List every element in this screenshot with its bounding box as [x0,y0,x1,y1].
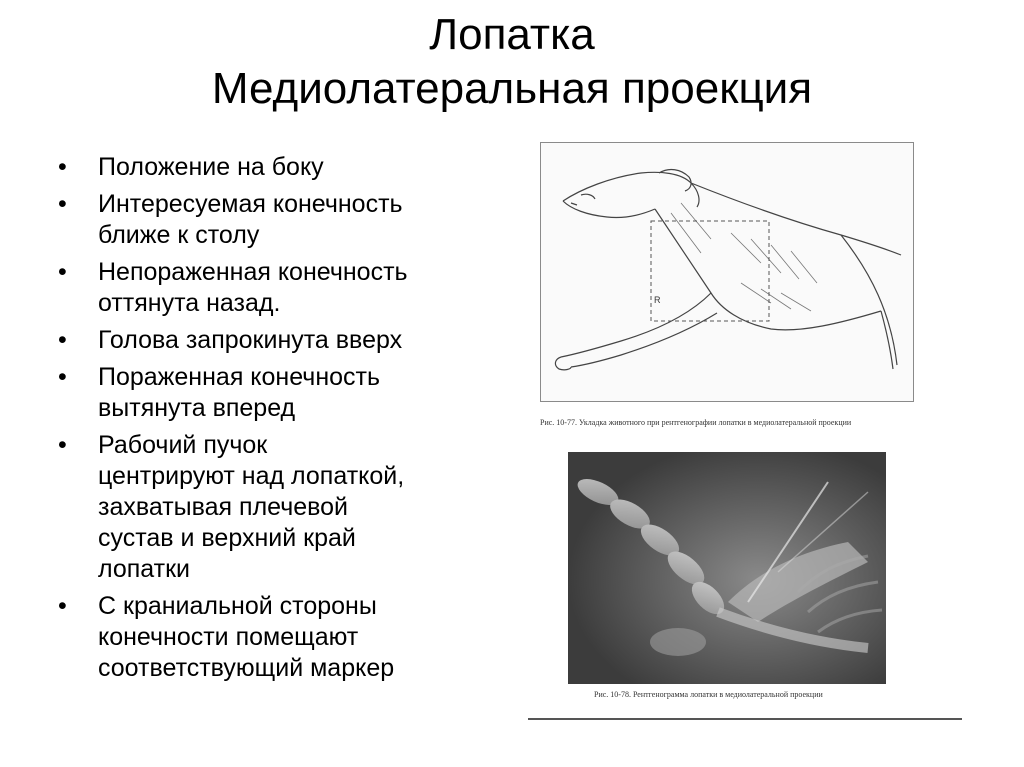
beam-field [651,221,769,321]
slide-title [0,8,1024,116]
bullet-item [58,591,508,684]
dog-drawing [541,143,913,401]
radiograph-drawing [568,452,886,684]
bullet-dot: • [58,431,67,459]
bullet-dot: • [58,592,67,620]
bullet-text: Рабочий пучок центрируют над лопаткой, захватывая плечевой сустав и верхний край лопатки [98,431,405,583]
bullet-dot: • [58,363,67,391]
bullet-item [58,362,508,424]
bullet-text: Непораженная конечность оттянута назад. [98,258,408,317]
page-edge-line [528,718,962,720]
bullet-text: Положение на боку [98,153,324,181]
bullet-item [58,257,508,319]
bullet-list [58,152,508,690]
bullet-item [58,152,508,183]
positioning-illustration [540,142,914,402]
bullet-item [58,325,508,356]
bullet-item [58,430,508,585]
caption-top: Рис. 10-77. Укладка животного при рентгенографии лопатки в медиолатеральной проекции [540,418,852,427]
radiograph-image [568,452,886,684]
title-line-2: Медиолатеральная проекция [211,64,813,113]
bullet-item [58,189,508,251]
caption-bottom: Рис. 10-78. Рентгенограмма лопатки в медиолатеральной проекции [594,690,823,699]
bullet-dot: • [58,153,67,181]
bullet-dot: • [58,190,67,218]
marker-label: R [654,295,661,305]
bullet-text: Пораженная конечность вытянута вперед [98,363,381,422]
bullet-dot: • [58,326,67,354]
title-line-1: Лопатка [429,10,595,59]
bullet-dot: • [58,258,67,286]
bullet-text: С краниальной стороны конечности помещают соответствующий маркер [98,592,395,682]
bullet-text: Голова запрокинута вверх [98,326,403,354]
bullet-text: Интересуемая конечность ближе к столу [98,190,403,249]
